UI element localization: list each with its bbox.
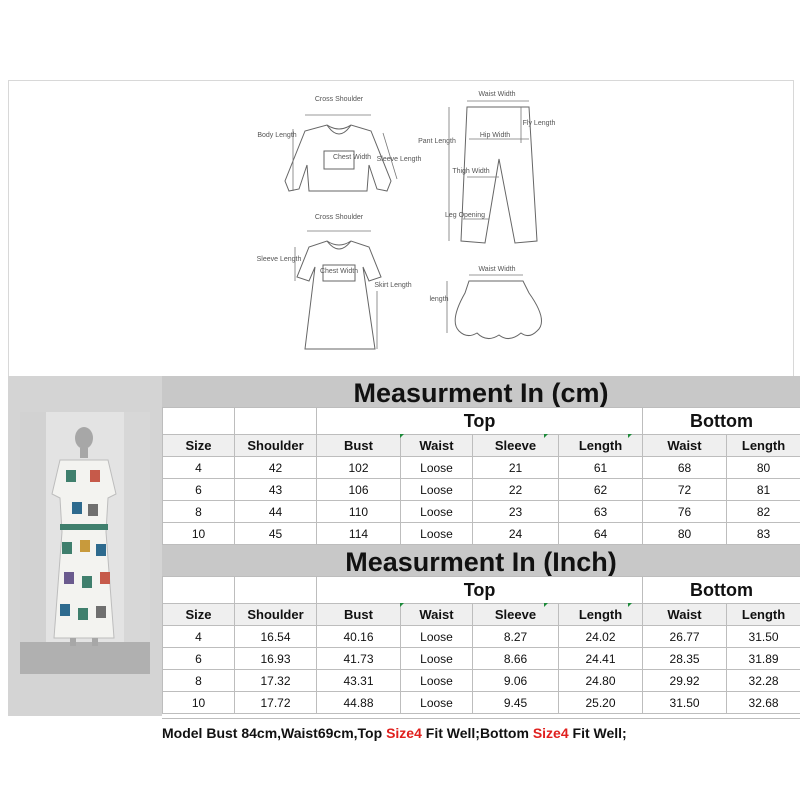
measurement-diagrams	[8, 80, 794, 378]
table-cell: 10	[163, 692, 235, 714]
table-cell: 29.92	[643, 670, 727, 692]
table-cell: 9.06	[473, 670, 559, 692]
table-cell: Loose	[401, 648, 473, 670]
fit-note-part1: Model Bust 84cm,Waist69cm,Top	[162, 725, 387, 741]
table-cell: Loose	[401, 479, 473, 501]
fit-note-size-bottom: Size4	[532, 725, 569, 741]
table-cell: 44	[235, 501, 317, 523]
table-row	[163, 479, 800, 501]
table-cell: 8.27	[473, 626, 559, 648]
fit-note-part2: Fit Well;Bottom	[421, 725, 533, 741]
table-cell: 64	[559, 523, 643, 545]
table-cell: 76	[643, 501, 727, 523]
table-cell: 31.50	[643, 692, 727, 714]
dress-label-sleeve: Sleeve Length	[256, 256, 302, 263]
dress-label-skirt: Skirt Length	[374, 282, 412, 289]
table-cell: 22	[473, 479, 559, 501]
table-cell: 28.35	[643, 648, 727, 670]
pant-label-length: Pant Length	[418, 138, 456, 145]
table-cell: Loose	[401, 523, 473, 545]
inch-table	[162, 576, 800, 714]
tick-mark	[544, 434, 548, 438]
table-cell: 17.32	[235, 670, 317, 692]
table-cell: 68	[643, 457, 727, 479]
table-cell: Loose	[401, 626, 473, 648]
cm-group-bottom: Bottom	[643, 408, 800, 435]
table-row	[163, 457, 800, 479]
table-cell: 61	[559, 457, 643, 479]
top-label-body: Body Length	[257, 132, 297, 139]
table-cell: Loose	[401, 457, 473, 479]
cm-col-length: Length	[559, 435, 643, 457]
table-cell: 24.41	[559, 648, 643, 670]
table-cell: 63	[559, 501, 643, 523]
table-cell: Loose	[401, 501, 473, 523]
table-cell: 31.50	[727, 626, 800, 648]
cm-col-bottom-waist: Waist	[643, 435, 727, 457]
table-cell: 8	[163, 501, 235, 523]
table-cell: 62	[559, 479, 643, 501]
dress-label-cross: Cross Shoulder	[314, 214, 364, 221]
table-cell: 42	[235, 457, 317, 479]
table-cell: 4	[163, 626, 235, 648]
table-cell: 23	[473, 501, 559, 523]
inch-col-length: Length	[559, 604, 643, 626]
inch-col-bust: Bust	[317, 604, 401, 626]
table-cell: 41.73	[317, 648, 401, 670]
table-cell: Loose	[401, 692, 473, 714]
table-cell: 24.02	[559, 626, 643, 648]
garment-diagrams-svg	[9, 81, 793, 377]
inch-col-bottom-waist: Waist	[643, 604, 727, 626]
fit-note-part3: Fit Well;	[568, 725, 627, 741]
table-cell: 43.31	[317, 670, 401, 692]
table-cell: 31.89	[727, 648, 800, 670]
table-cell: 26.77	[643, 626, 727, 648]
table-cell: 6	[163, 479, 235, 501]
inch-table-title: Measurment In (Inch)	[345, 547, 617, 577]
table-cell: 17.72	[235, 692, 317, 714]
bottom-margin	[0, 748, 800, 800]
cm-col-shoulder: Shoulder	[235, 435, 317, 457]
model-photo-panel	[8, 376, 162, 716]
dress-diagram	[257, 214, 412, 349]
table-cell: 4	[163, 457, 235, 479]
table-cell: 82	[727, 501, 800, 523]
table-cell: Loose	[401, 670, 473, 692]
cm-table	[162, 407, 800, 545]
table-row	[163, 648, 800, 670]
model-fit-note	[162, 718, 800, 747]
cm-col-bust: Bust	[317, 435, 401, 457]
cm-col-bottom-length: Length	[727, 435, 800, 457]
dress-label-chest: Chest Width	[319, 268, 359, 275]
skirt-label-length: length	[429, 296, 449, 303]
table-row	[163, 692, 800, 714]
table-row	[163, 626, 800, 648]
table-cell: 9.45	[473, 692, 559, 714]
tick-mark	[628, 603, 632, 607]
table-cell: 44.88	[317, 692, 401, 714]
inch-group-row	[163, 577, 800, 604]
inch-header-row	[163, 604, 800, 626]
inch-group-bottom: Bottom	[643, 577, 800, 604]
pant-label-waist: Waist Width	[478, 91, 516, 98]
table-cell: 40.16	[317, 626, 401, 648]
tick-mark	[628, 434, 632, 438]
table-cell: 110	[317, 501, 401, 523]
table-row	[163, 501, 800, 523]
cm-table-title: Measurment In (cm)	[353, 378, 609, 408]
pant-label-fly: Fly Length	[522, 120, 556, 127]
table-cell: 80	[643, 523, 727, 545]
inch-col-size: Size	[163, 604, 235, 626]
skirt-diagram	[429, 266, 541, 339]
top-garment-diagram	[257, 96, 421, 191]
fit-note-size-top: Size4	[386, 725, 422, 741]
cm-col-sleeve: Sleeve	[473, 435, 559, 457]
top-label-cross-1: Cross Shoulder	[314, 96, 364, 103]
table-cell: 21	[473, 457, 559, 479]
inch-col-sleeve: Sleeve	[473, 604, 559, 626]
table-cell: 8.66	[473, 648, 559, 670]
table-cell: 80	[727, 457, 800, 479]
model-photo	[20, 412, 150, 674]
cm-group-top: Top	[317, 408, 643, 435]
table-cell: 6	[163, 648, 235, 670]
tick-mark	[400, 603, 404, 607]
skirt-label-waist: Waist Width	[478, 266, 516, 273]
inch-group-top: Top	[317, 577, 643, 604]
table-cell: 16.54	[235, 626, 317, 648]
table-cell: 10	[163, 523, 235, 545]
pant-label-thigh: Thigh Width	[452, 168, 490, 175]
pant-label-hip: Hip Width	[479, 132, 511, 139]
pant-diagram	[418, 91, 555, 243]
table-cell: 16.93	[235, 648, 317, 670]
table-cell: 114	[317, 523, 401, 545]
table-cell: 32.28	[727, 670, 800, 692]
cm-group-row	[163, 408, 800, 435]
table-cell: 25.20	[559, 692, 643, 714]
table-cell: 43	[235, 479, 317, 501]
table-row	[163, 523, 800, 545]
table-cell: 32.68	[727, 692, 800, 714]
pant-label-leg: Leg Opening	[444, 212, 486, 219]
cm-col-waist: Waist	[401, 435, 473, 457]
inch-col-shoulder: Shoulder	[235, 604, 317, 626]
table-row	[163, 670, 800, 692]
table-cell: 24.80	[559, 670, 643, 692]
table-cell: 45	[235, 523, 317, 545]
table-cell: 8	[163, 670, 235, 692]
inch-col-bottom-length: Length	[727, 604, 800, 626]
top-label-chest: Chest Width	[332, 154, 372, 161]
inch-col-waist: Waist	[401, 604, 473, 626]
table-cell: 83	[727, 523, 800, 545]
table-cell: 81	[727, 479, 800, 501]
tick-mark	[400, 434, 404, 438]
top-label-sleeve: Sleeve Length	[376, 156, 422, 163]
table-cell: 106	[317, 479, 401, 501]
table-cell: 24	[473, 523, 559, 545]
table-cell: 102	[317, 457, 401, 479]
table-cell: 72	[643, 479, 727, 501]
cm-col-size: Size	[163, 435, 235, 457]
tick-mark	[544, 603, 548, 607]
cm-header-row	[163, 435, 800, 457]
